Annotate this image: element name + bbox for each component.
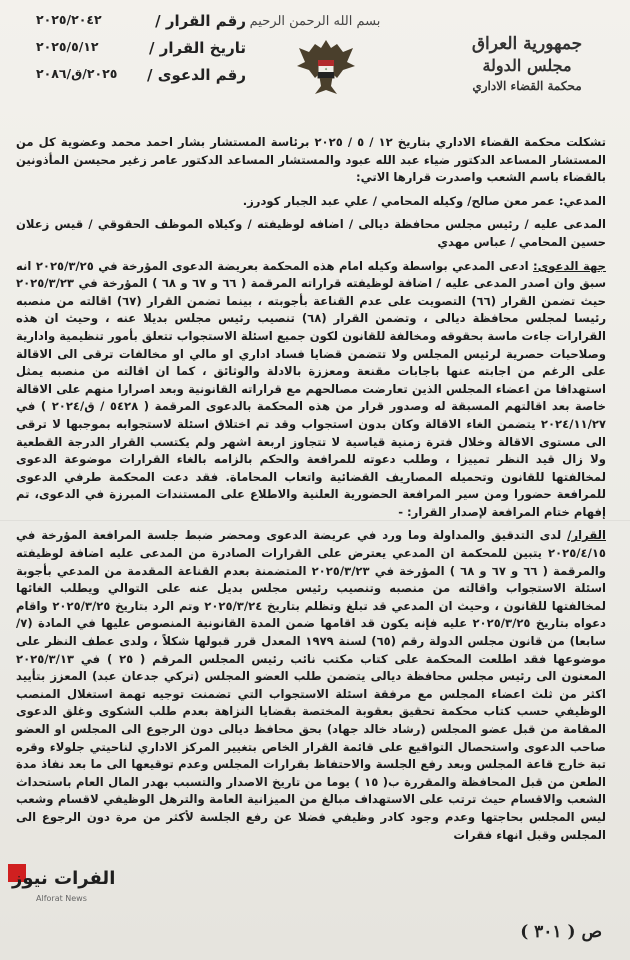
decision-number-label: رقم القرار / [155,12,246,30]
claim-paragraph [16,258,606,522]
issuer-country: جمهورية العراق [471,34,583,54]
decision-date-value: ٢٠٢٥/٥/١٢ [36,39,99,54]
decision-paragraph [16,527,606,844]
decision-number-row [36,12,246,30]
decision-date-label: تاريخ القرار / [149,39,246,57]
defendant-line: المدعى عليه / رئيس مجلس محافظة ديالى / اضافه لوظيفته / وكيلاه الموظف الحقوقي / قيس زعلان حسين المحامي / عباس مهدي [16,217,606,249]
case-reference-block [36,12,246,93]
case-number-row [36,66,246,84]
claim-text: ادعى المدعي بواسطة وكيله امام هذه المحكمة بعريضة الدعوى المؤرخة في ٢٠٢٥/٣/٢٥ انه سبق وان اصدر المدعى عليه / اضافة لوظيفته قراراته المرقمة ( ٦٦ و ٦٧ و ٦٨ ) المؤرخة في ٢٠٢٥/٣/٢٣ حيث تضمن القرار (٦٦) التصويت على عدم القناعة بأجوبته ، بينما تضمن القرار (٦٧) اقالته من منصبه رئيسا لمجلس محافظة ديالى ، وتضمن القرار (٦٨) تنصيب رئيس مجلس بديلا عنه ، وحيث ان هذه القرارات جاءت ماسة بحقوقه ومخالفة للقانون لكون جميع اسئلة الاستجواب تتعلق بأمور تنظيمية وادارية وصلاحيات حصرية لرئيس المجلس ولا تتضمن قضايا فساد اداري او مالي او مخالفات ترقى الى الاقالة على الرغم من اجابته عنها باجابات مقنعة ومعززة بالادلة والوثائق ، كما ان اقالته من منصبه يمثل استهدافا من اعضاء المجلس الذين تعارضت مصالحهم مع قراراته القانونية وبعد اصرارا منهم على الاقالة خاصة بعد اقالتهم المسبقة له وصدور قرار من هذه المحكمة بالدعوى المرقمة ( ٥٤٢٨ / ق/٢٠٢٤ ) في ٢٠٢٤/١١/٢٧ يتضمن الغاء الاقالة وكان بدون استجواب وقد تم اختلاق اسئلة لاستجوابه بموجبها لا ترقى الى مستوى الاقالة وخلال فترة زمنية قياسية لا تتجاوز اربعة اشهر ولم يكتسب القرار الدرجة القطعية ولا زال قيد النظر تمييزا ، وطلب دعوته للمرافعة والحكم بالزامه بالغاء القرارات موضوعة الدعوى لمخالفتها للقانون وتحميله المصاريف القضائية واتعاب المحاماة. فقد دعت المحكمة طرفي الدعوى للمرافعة حضورا ومن سير المرافعة الحضورية العلنية والاطلاع على المستندات المبرزة في الدعوى، تم إفهام ختام المرافعة لإصدار القرار: - [16,258,607,519]
decision-number-value: ٢٠٢٥/٢٠٤٢ [36,12,102,27]
alforat-news-watermark [8,856,138,916]
case-number-value: ٢٠٢٥/ق/٢٠٨٦ [36,66,118,81]
iraq-eagle-emblem-icon [293,34,359,100]
decision-text: لدى التدقيق والمداولة وما ورد في عريضة الدعوى ومحضر ضبط جلسة المرافعة المؤرخة في ٢٠٢٥/٤/١٥ يتبين للمحكمة ان المدعي يعترض على القرارات الصادرة من المدعى عليه اضافة لوظيفته والمرقمة ( ٦٦ و ٦٧ و ٦٨ ) المؤرخة في ٢٠٢٥/٣/٢٣ المتضمنة بعدم القناعة المقدمة من المدعي بأجوبة اسئلة الاستجواب واقالته من منصبه وتنصيب رئيس مجلس بديل عنه على التوالي ويطلب الغائها لمخالفتها للقانون ، وحيث ان المدعي قد تبلغ وتظلم بتاريخ ٢٠٢٥/٣/٢٤ وتم الرد بتاريخ ٢٠٢٥/٣/٢٥ واقام دعواه بتاريخ ٢٠٢٥/٣/٢٥ عليه فإنه يكون قد اقامها ضمن المدة القانونية المنصوص عليها في المادة (٧/سابعا) من قانون مجلس الدولة رقم (٦٥) لسنة ١٩٧٩ المعدل قرر قبولها شكلاً ، ولدى عطف النظر على موضوعها فقد اطلعت المحكمة على كتاب مكتب نائب رئيس المجلس المرقم ( ٢٥ ) في ٢٠٢٥/٣/١٣ المعنون الى رئيس مجلس محافظة ديالى يتضمن طلب العضو المجلس (تركي جدعان عبد) المعزز بتأييد اكثر من ثلث اعضاء المجلس مع مرفقة اسئلة الاستجواب التي تضمنت توجيه تهمة استغلال المنصب الوظيفي حسب كتاب محكمة تحقيق بعقوبة المختصة بقضايا النزاهة بعدم طلب الشكوى وغلق الدعوى المقامة من قبل عضو المجلس (رشاد خالد جهاد) بحق محافظ ديالى دون الرجوع الى المجلس او العضو صاحب الدعوى واستحصال التواقيع على قائمة القرار الخاص بتغيير المركز الاداري لناحيتي جلولاء وقره تبة خارج قاعة المجلس وبعد رفع الجلسة والاحتفاظ بقرارات المجلس وعدم توقيعها الى ما بعد نفاذ مدة الطعن من قبل المحافظة والمقررة ب( ١٥ ) يوما من تاريخ الاصدار والتسبب بهدر المال العام باستحداث الشعب والاقسام حيث ترتب على الاستهداف مبالغ من الميزانية العامة والترهل الوظيفي لاقسام وشعب ليس المجلس بحاجتها وعدم وجود كادر وظيفي فضلا عن رفع الجلسة لأكثر من مرة دون الرجوع الى المجلس وقبل انهاء فقرات [16,528,607,842]
case-number-label: رقم الدعوى / [147,66,246,84]
decision-date-row [36,39,246,57]
watermark-subtext: Alforat News [36,894,87,903]
decision-heading: القرار/ [567,528,607,543]
issuer-block [442,34,612,93]
issuer-court: محكمة القضاء الاداري [472,79,582,93]
page-number: ص ( ٣٠١ ) [520,922,602,942]
claim-heading: جهة الدعوى: [533,258,606,273]
issuer-council: مجلس الدولة [482,56,572,75]
basmala: بسم الله الرحمن الرحيم [249,14,381,29]
document-body [16,134,606,850]
watermark-text: الفرات نيوز [12,868,116,889]
court-formation-paragraph: تشكلت محكمة القضاء الاداري بتاريخ ١٢ / ٥ / ٢٠٢٥ برئاسة المستشار بشار احمد محمد وعضوية كل من المستشار المساعد الدكتور ضياء عبد الله عبود والمستشار المساعد الدكتور عامر زغير محيسن المأذونين بالقضاء باسم الشعب واصدرت قرارها الاتي: [16,135,606,185]
plaintiff-line: المدعي: عمر معن صالح/ وكيله المحامي / علي عبد الجبار كودرز. [242,193,606,208]
svg-text:✦: ✦ [324,66,328,72]
document-header [0,0,630,118]
